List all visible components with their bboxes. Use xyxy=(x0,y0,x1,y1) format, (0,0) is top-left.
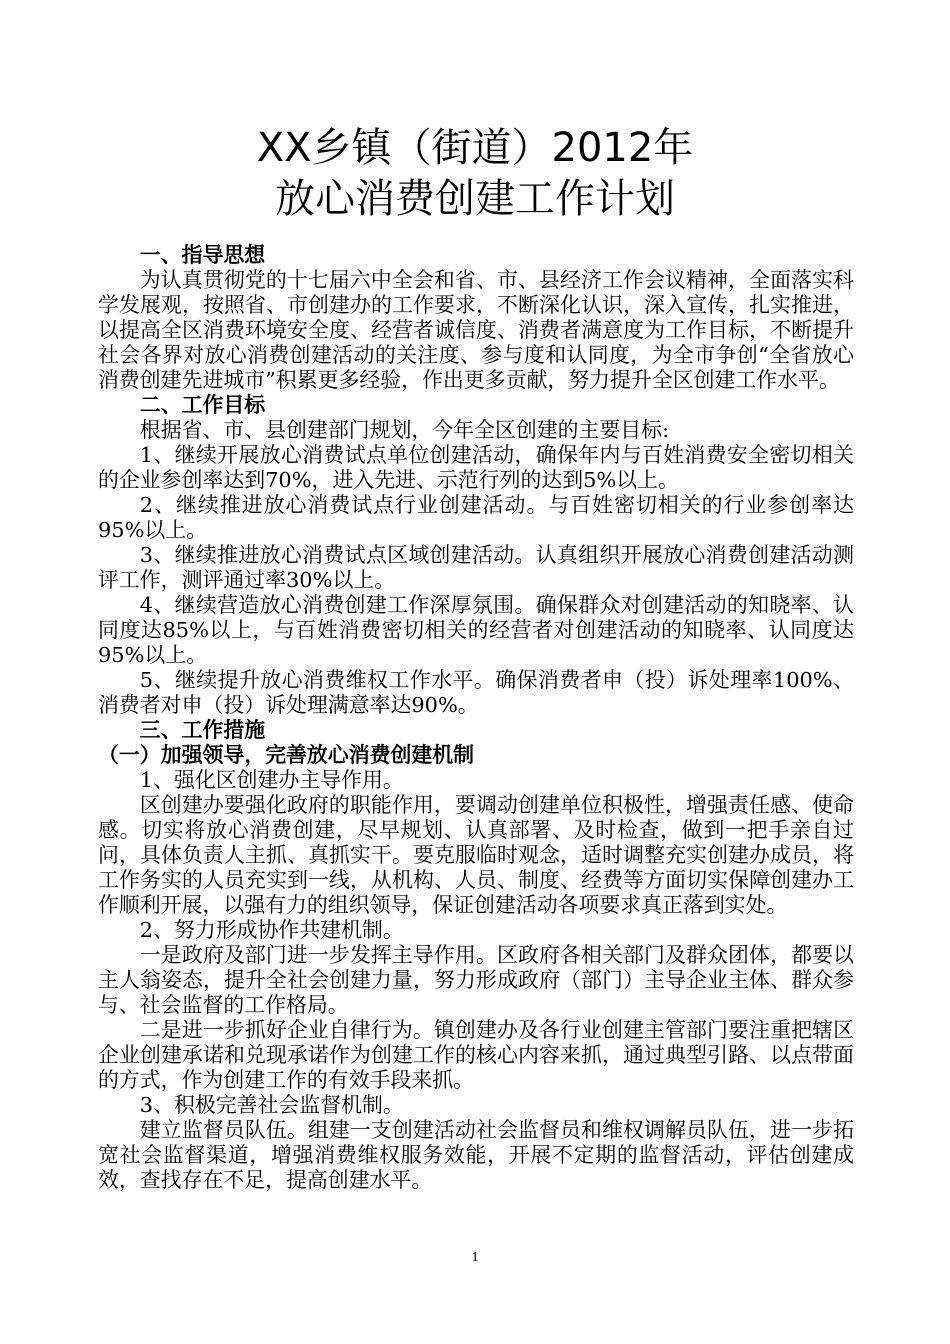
list-item: 5、继续提升放心消费维权工作水平。确保消费者申（投）诉处理率100%、消费者对申（投）诉处理满意率达90%。 xyxy=(98,668,854,717)
section-heading: 三、工作措施 xyxy=(139,718,266,742)
paragraph: 二是进一步抓好企业自律行为。镇创建办及各行业创建主管部门要注重把辖区企业创建承诺和兑现承诺作为创建工作的核心内容来抓，通过典型引路、以点带面的方式，作为创建工作的有效手段来抓。 xyxy=(98,1018,854,1092)
subsection-heading: （一）加强领导，完善放心消费创建机制 xyxy=(98,743,475,767)
document-title-line-2: 放心消费创建工作计划 xyxy=(275,176,675,222)
list-item: 1、继续开展放心消费试点单位创建活动，确保年内与百姓消费安全密切相关的企业参创率达到70%，进入先进、示范行列的达到5%以上。 xyxy=(98,443,854,492)
list-item: 4、继续营造放心消费创建工作深厚氛围。确保群众对创建活动的知晓率、认同度达85%以上，与百姓消费密切相关的经营者对创建活动的知晓率、认同度达95%以上。 xyxy=(98,593,854,667)
list-item: 3、继续推进放心消费试点区域创建活动。认真组织开展放心消费创建活动测评工作，测评通过率30%以上。 xyxy=(98,543,854,592)
paragraph: 根据省、市、县创建部门规划，今年全区创建的主要目标: xyxy=(139,418,670,442)
section-heading: 一、指导思想 xyxy=(139,243,266,267)
paragraph: 建立监督员队伍。组建一支创建活动社会监督员和维权调解员队伍，进一步拓宽社会监督渠道，增强消费维权服务效能，开展不定期的监督活动，评估创建成效，查找存在不足，提高创建水平。 xyxy=(98,1118,854,1192)
document-body xyxy=(98,243,854,1193)
list-item: 3、积极完善社会监督机制。 xyxy=(139,1093,404,1117)
paragraph: 一是政府及部门进一步发挥主导作用。区政府各相关部门及群众团体，都要以主人翁姿态，提升全社会创建力量，努力形成政府（部门）主导企业主体、群众参与、社会监督的工作格局。 xyxy=(98,943,854,1017)
page-number: 1 xyxy=(471,1250,479,1265)
list-item: 2、继续推进放心消费试点行业创建活动。与百姓密切相关的行业参创率达95%以上。 xyxy=(98,493,854,542)
document-title-line-1: XX乡镇（街道）2012年 xyxy=(256,125,694,171)
paragraph: 区创建办要强化政府的职能作用，要调动创建单位积极性，增强责任感、使命感。切实将放心消费创建，尽早规划、认真部署、及时检查，做到一把手亲自过问，具体负责人主抓、真抓实干。要克服临时观念，适时调整充实创建办成员，将工作务实的人员充实到一线，从机构、人员、制度、经费等方面切实保障创建办工作顺利开展，以强有力的组织领导，保证创建活动各项要求真正落到实处。 xyxy=(98,793,854,917)
paragraph: 为认真贯彻党的十七届六中全会和省、市、县经济工作会议精神，全面落实科学发展观，按照省、市创建办的工作要求，不断深化认识，深入宣传，扎实推进，以提高全区消费环境安全度、经营者诚信度、消费者满意度为工作目标，不断提升社会各界对放心消费创建活动的关注度、参与度和认同度，为全市争创“全省放心消费创建先进城市”积累更多经验，作出更多贡献，努力提升全区创建工作水平。 xyxy=(98,268,854,392)
list-item: 2、努力形成协作共建机制。 xyxy=(139,918,404,942)
section-heading: 二、工作目标 xyxy=(139,393,266,417)
list-item: 1、强化区创建办主导作用。 xyxy=(139,768,404,792)
